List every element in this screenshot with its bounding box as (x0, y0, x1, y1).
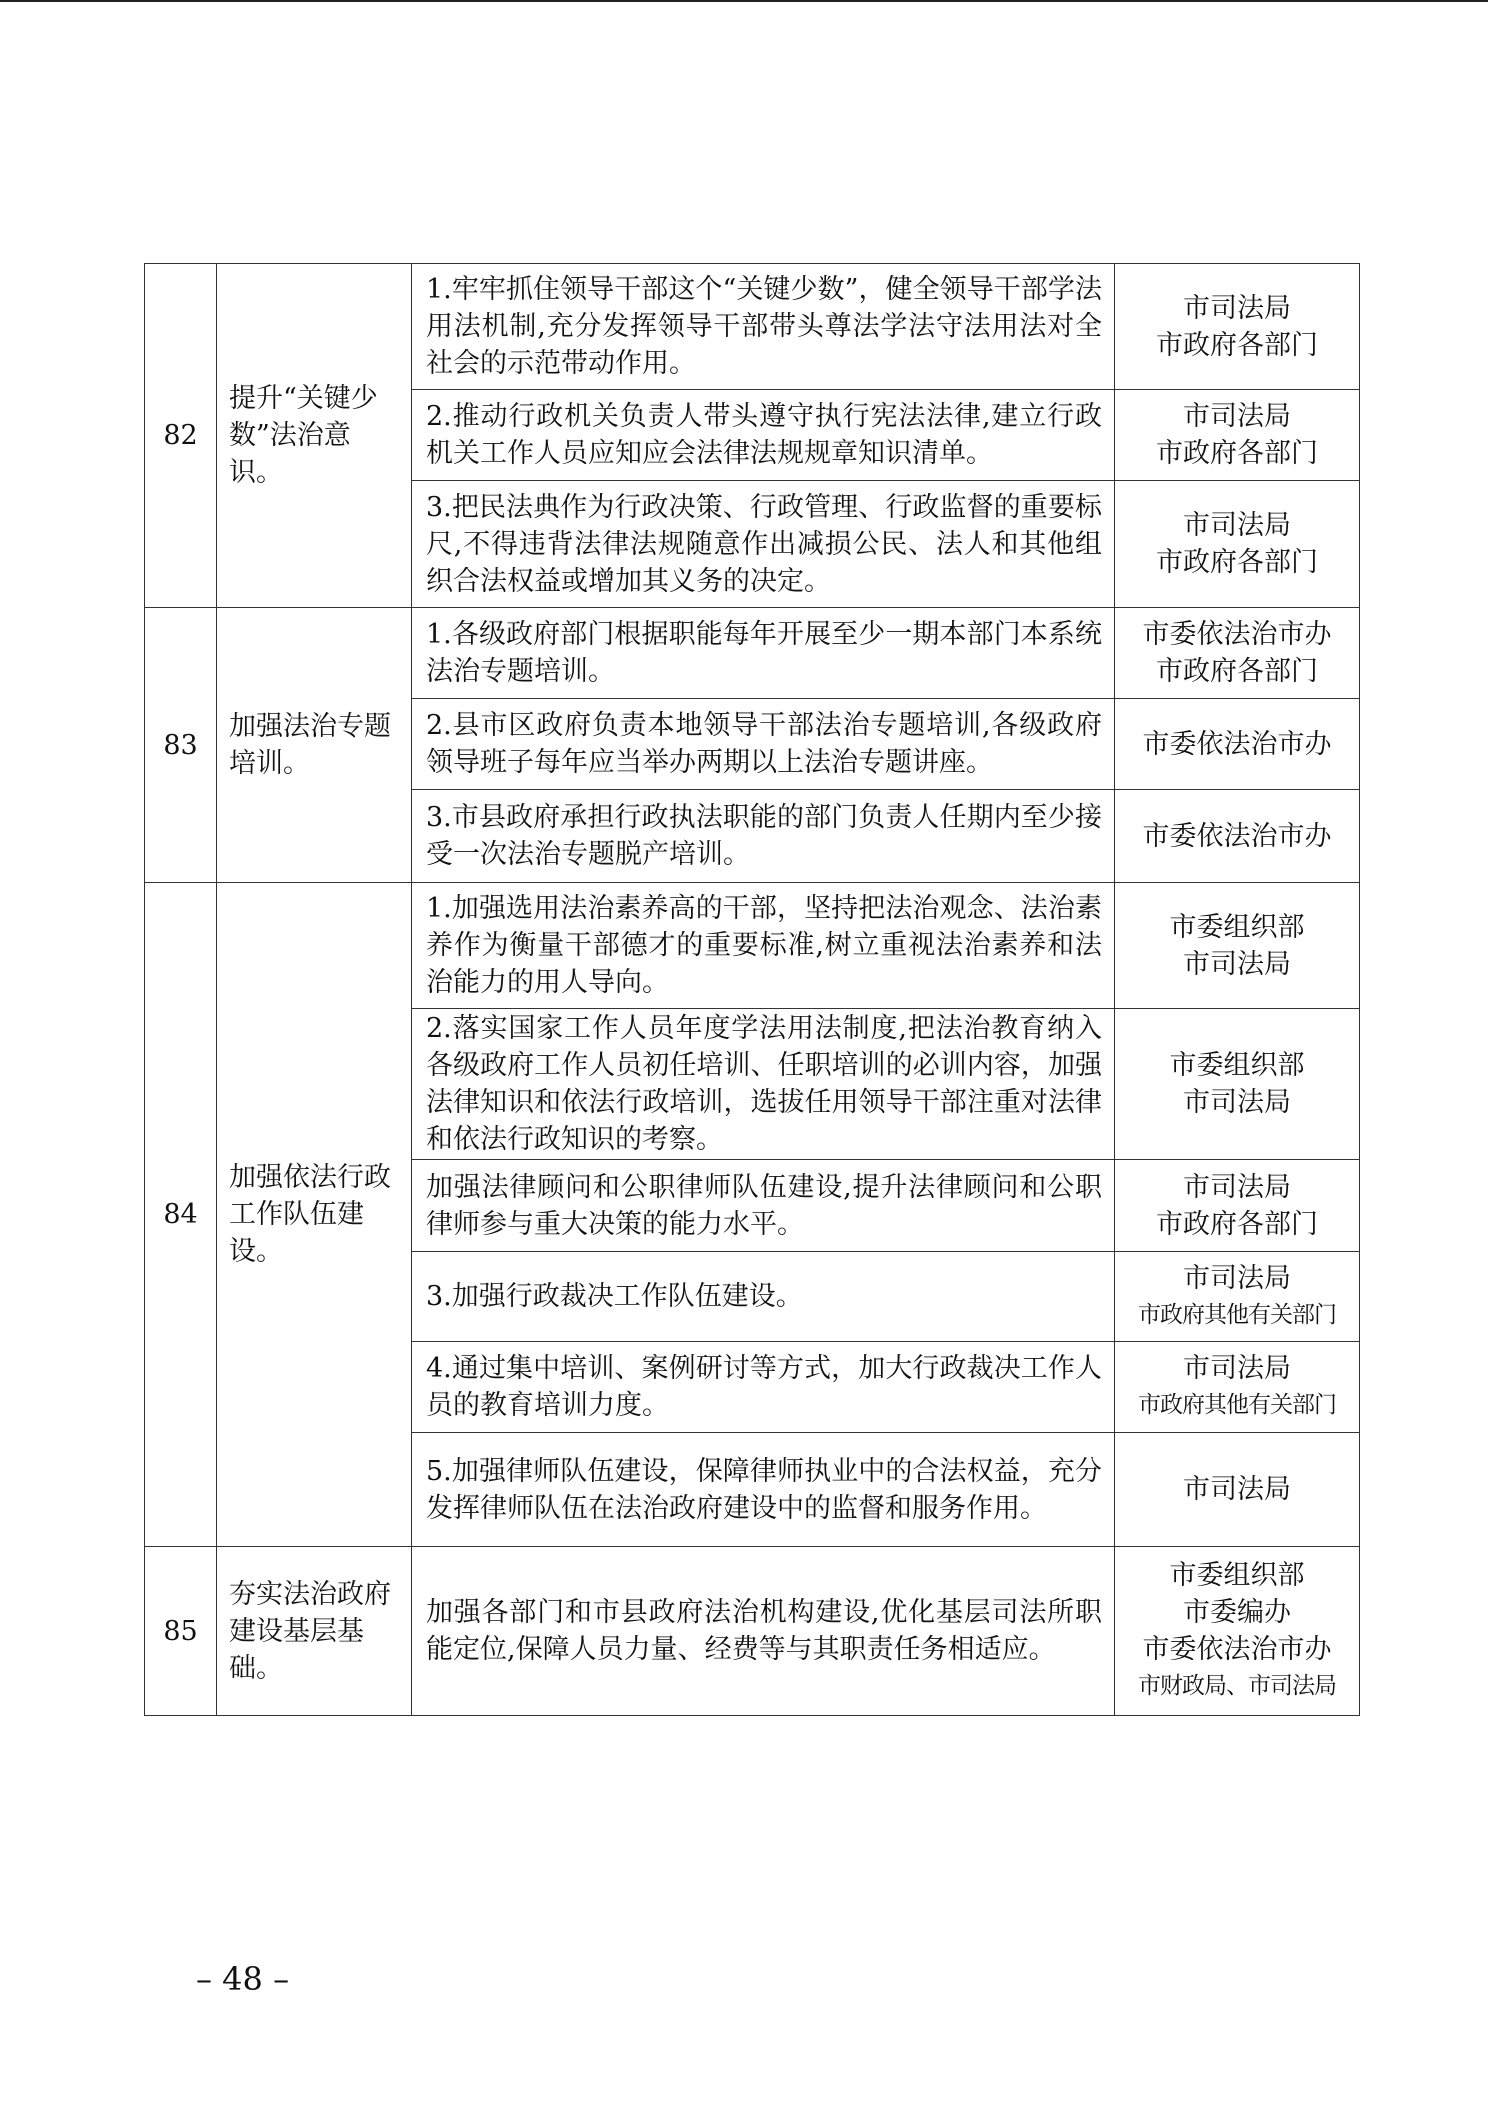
task-text: 3.市县政府承担行政执法职能的部门负责人任期内至少接受一次法治专题脱产培训。 (412, 790, 1115, 883)
responsible-departments (1115, 1009, 1360, 1160)
department-name: 市司法局 (1183, 401, 1291, 432)
task-text: 2.推动行政机关负责人带头遵守执行宪法法律,建立行政机关工作人员应知应会法律法规规章知识清单。 (412, 390, 1115, 481)
task-text: 5.加强律师队伍建设，保障律师执业中的合法权益，充分发挥律师队伍在法治政府建设中的监督和服务作用。 (412, 1433, 1115, 1547)
task-text: 2.县市区政府负责本地领导干部法治专题培训,各级政府领导班子每年应当举办两期以上法治专题讲座。 (412, 699, 1115, 790)
responsible-departments (1115, 1547, 1360, 1716)
task-text: 3.加强行政裁决工作队伍建设。 (412, 1252, 1115, 1342)
responsible-departments (1115, 883, 1360, 1009)
department-name: 市委依法治市办 (1142, 619, 1332, 650)
task-table (144, 263, 1360, 1716)
page-number: – 48 – (196, 1960, 290, 1998)
task-text: 4.通过集中培训、案例研讨等方式，加大行政裁决工作人员的教育培训力度。 (412, 1342, 1115, 1433)
responsible-departments (1115, 481, 1360, 608)
task-text: 加强法律顾问和公职律师队伍建设,提升法律顾问和公职律师参与重大决策的能力水平。 (412, 1160, 1115, 1252)
department-name: 市财政局、市司法局 (1138, 1673, 1336, 1699)
responsible-departments (1115, 699, 1360, 790)
responsible-departments (1115, 608, 1360, 699)
department-name: 市司法局 (1183, 948, 1291, 980)
item-topic: 夯实法治政府建设基层基础。 (217, 1547, 412, 1716)
item-number: 82 (145, 264, 217, 608)
department-name: 市政府各部门 (1156, 1208, 1318, 1240)
department-name: 市司法局 (1183, 1353, 1291, 1384)
item-topic: 提升“关键少数”法治意识。 (217, 264, 412, 608)
department-name: 市委依法治市办 (1142, 1634, 1332, 1665)
page-top-border (0, 0, 1488, 2)
task-text: 1.各级政府部门根据职能每年开展至少一期本部门本系统法治专题培训。 (412, 608, 1115, 699)
department-name: 市司法局 (1183, 1171, 1291, 1203)
task-text: 1.加强选用法治素养高的干部，坚持把法治观念、法治素养作为衡量干部德才的重要标准,树立重视法治素养和法治能力的用人导向。 (412, 883, 1115, 1009)
responsible-departments (1115, 1252, 1360, 1342)
table-row (145, 264, 1360, 390)
responsible-departments (1115, 1433, 1360, 1547)
item-number: 85 (145, 1547, 217, 1716)
responsible-departments (1115, 790, 1360, 883)
task-text: 1.牢牢抓住领导干部这个“关键少数”，健全领导干部学法用法机制,充分发挥领导干部带头尊法学法守法用法对全社会的示范带动作用。 (412, 264, 1115, 390)
item-topic: 加强法治专题培训。 (217, 608, 412, 883)
task-text: 2.落实国家工作人员年度学法用法制度,把法治教育纳入各级政府工作人员初任培训、任职培训的必训内容，加强法律知识和依法行政培训，选拔任用领导干部注重对法律和依法行政知识的考察。 (412, 1009, 1115, 1160)
department-name: 市委依法治市办 (1142, 728, 1332, 760)
item-number: 84 (145, 883, 217, 1547)
department-name: 市政府各部门 (1156, 656, 1318, 687)
item-topic: 加强依法行政工作队伍建设。 (217, 883, 412, 1547)
table-row (145, 608, 1360, 699)
department-name: 市委编办 (1183, 1597, 1291, 1628)
table-row (145, 1547, 1360, 1716)
department-name: 市政府其他有关部门 (1138, 1301, 1336, 1328)
item-number: 83 (145, 608, 217, 883)
department-name: 市委组织部 (1169, 1050, 1305, 1081)
department-name: 市政府各部门 (1156, 329, 1318, 361)
department-name: 市司法局 (1183, 510, 1291, 541)
responsible-departments (1115, 1160, 1360, 1252)
task-text: 3.把民法典作为行政决策、行政管理、行政监督的重要标尺,不得违背法律法规随意作出减损公民、法人和其他组织合法权益或增加其义务的决定。 (412, 481, 1115, 608)
department-name: 市委依法治市办 (1142, 820, 1332, 852)
responsible-departments (1115, 390, 1360, 481)
responsible-departments (1115, 1342, 1360, 1433)
department-name: 市司法局 (1183, 1087, 1291, 1118)
department-name: 市司法局 (1183, 1474, 1291, 1505)
department-name: 市司法局 (1183, 292, 1291, 324)
responsible-departments (1115, 264, 1360, 390)
department-name: 市政府各部门 (1156, 438, 1318, 469)
department-name: 市政府其他有关部门 (1138, 1392, 1336, 1418)
task-text: 加强各部门和市县政府法治机构建设,优化基层司法所职能定位,保障人员力量、经费等与其职责任务相适应。 (412, 1547, 1115, 1716)
table-row (145, 883, 1360, 1009)
department-name: 市委组织部 (1169, 1560, 1305, 1591)
department-name: 市政府各部门 (1156, 547, 1318, 578)
department-name: 市司法局 (1183, 1262, 1291, 1294)
department-name: 市委组织部 (1169, 911, 1305, 943)
